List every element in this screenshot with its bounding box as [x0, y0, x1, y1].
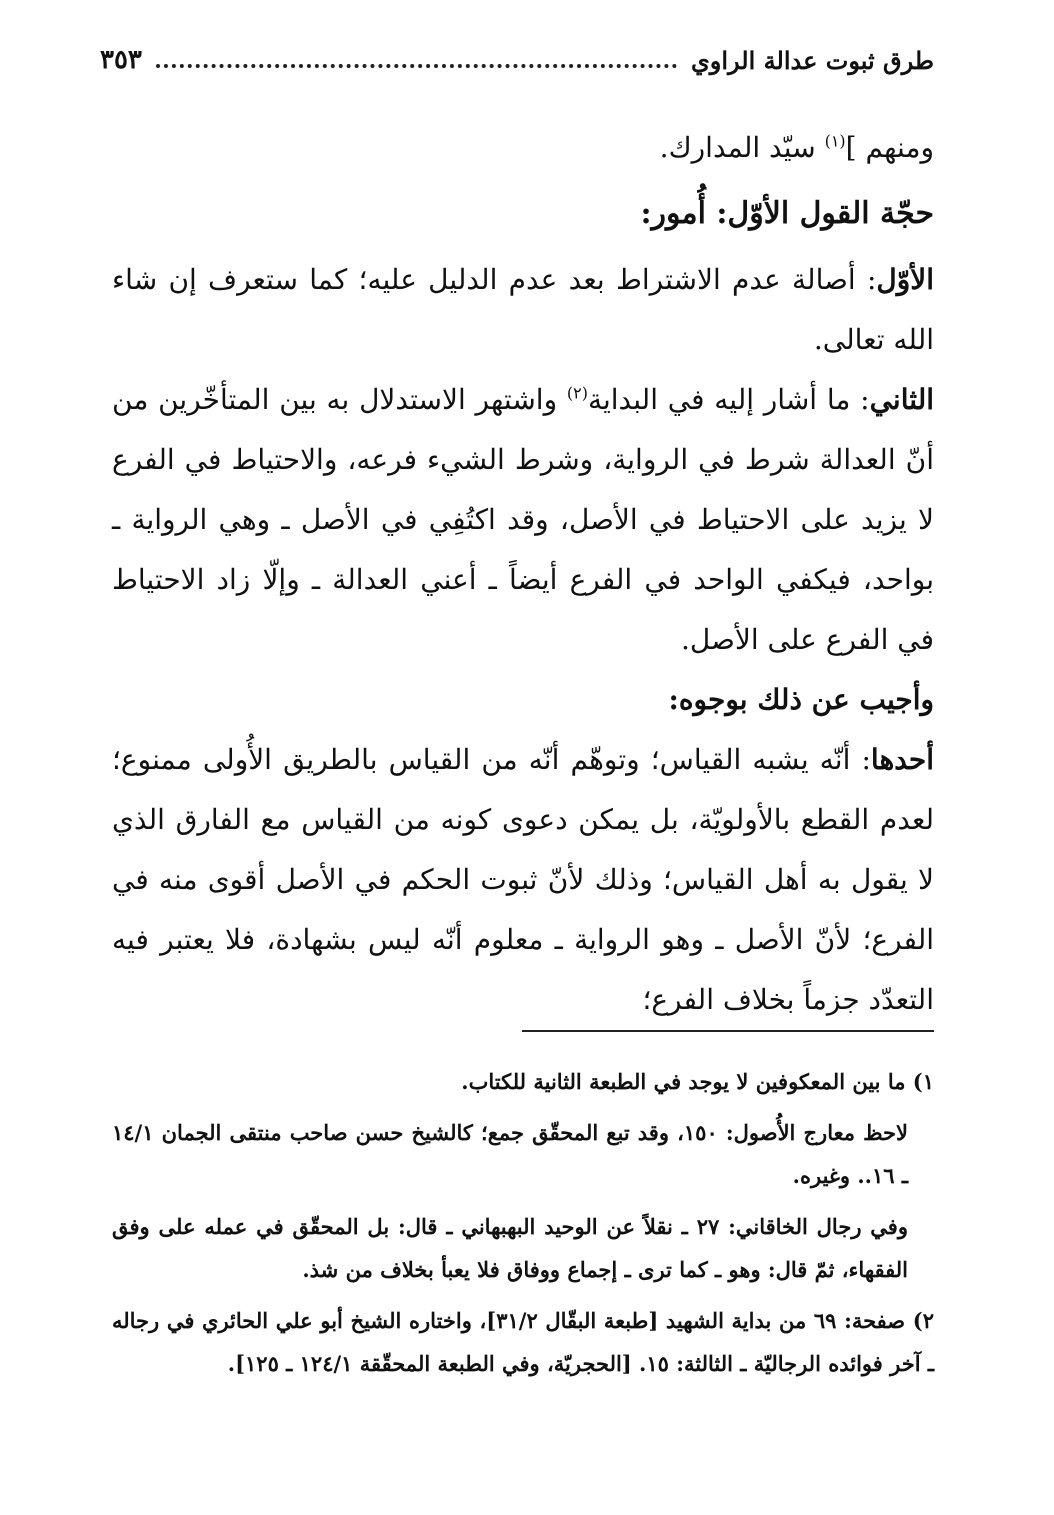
- footnote-1-line-1: ١) ما بين المعكوفين لا يوجد في الطبعة الثانية للكتاب.: [461, 1069, 934, 1094]
- footnote-ref-1: (١): [824, 131, 846, 151]
- paragraph-3-text-a: : ما أشار إليه في البداية: [587, 383, 870, 416]
- paragraph-3: [112, 370, 934, 670]
- paragraph-3-text-b: واشتهر الاستدلال به بين المتأخّرين من أنّ العدالة شرط في الرواية، وشرط الشيء فرعه، والاحتياط في الفرع لا يزيد على الاحتياط في الأصل، وقد اكتُفِي في الأصل ـ وهي الرواية ـ بواحد، فيكفي الواحد في الفرع أيضاً ـ أعني العدالة ـ وإلّا زاد الاحتياط في الفرع على الأصل.: [112, 383, 934, 656]
- footnote-divider: [522, 1030, 934, 1032]
- paragraph-3-lead: الثاني: [869, 383, 935, 416]
- paragraph-2-lead: الأوّل: [876, 263, 934, 296]
- page-number: ٣٥٣: [100, 45, 142, 75]
- footnote-1-line-2: لاحظ معارج الأُصول: ١٥٠، وقد تبع المحقّق جمع؛ كالشيخ حسن صاحب منتقى الجمان ١٤/١ ـ ١٦.. وغيره.: [112, 1120, 908, 1188]
- paragraph-2-text: : أصالة عدم الاشتراط بعد عدم الدليل عليه؛ كما ستعرف إن شاء الله تعالى.: [112, 263, 934, 356]
- paragraph-5: [112, 730, 934, 1030]
- footnote-2: ٢) صفحة: ٦٩ من بداية الشهيد [طبعة البقّال ٣١/٢]، واختاره الشيخ أبو علي الحائري في رجاله ـ آخر فوائده الرجاليّة ـ الثالثة: ١٥. [الحجريّة، وفي الطبعة المحقّقة ١٢٤/١ ـ ١٢٥].: [112, 1308, 934, 1376]
- page-header: [100, 40, 934, 80]
- header-leader-dots: [156, 64, 677, 68]
- paragraph-5-text: : أنّه يشبه القياس؛ وتوهّم أنّه من القياس بالطريق الأُولى ممنوع؛ لعدم القطع بالأولويّة، بل يمكن دعوى كونه من القياس مع الفارق الذي لا يقول به أهل القياس؛ وذلك لأنّ ثبوت الحكم في الأصل أقوى منه في الفرع؛ لأنّ الأصل ـ وهو الرواية ـ معلوم أنّه ليس بشهادة، فلا يعتبر فيه التعدّد جزماً بخلاف الفرع؛: [112, 743, 935, 1016]
- paragraph-5-lead: أحدها: [870, 743, 934, 776]
- footnotes: [112, 1060, 934, 1393]
- paragraph-1: [112, 118, 934, 178]
- footnote-1-line-3: وفي رجال الخاقاني: ٢٧ ـ نقلاً عن الوحيد البهبهاني ـ قال: بل المحقّق في عمله على وفق الفقهاء، ثمّ قال: وهو ـ كما ترى ـ إجماع ووفاق فلا يعبأ بخلاف من شذ.: [112, 1214, 908, 1282]
- paragraph-1-text: ومنهم ]: [845, 131, 934, 164]
- paragraph-2: [112, 250, 934, 370]
- section-heading: حجّة القول الأوّل: أُمور:: [640, 196, 934, 231]
- running-title: طرق ثبوت عدالة الراوي: [691, 45, 934, 75]
- main-text: [112, 118, 934, 1030]
- footnote-ref-2: (٢): [566, 383, 588, 403]
- paragraph-1-rest: سيّد المدارك.: [659, 131, 825, 164]
- paragraph-4: وأجيب عن ذلك بوجوه:: [668, 683, 934, 716]
